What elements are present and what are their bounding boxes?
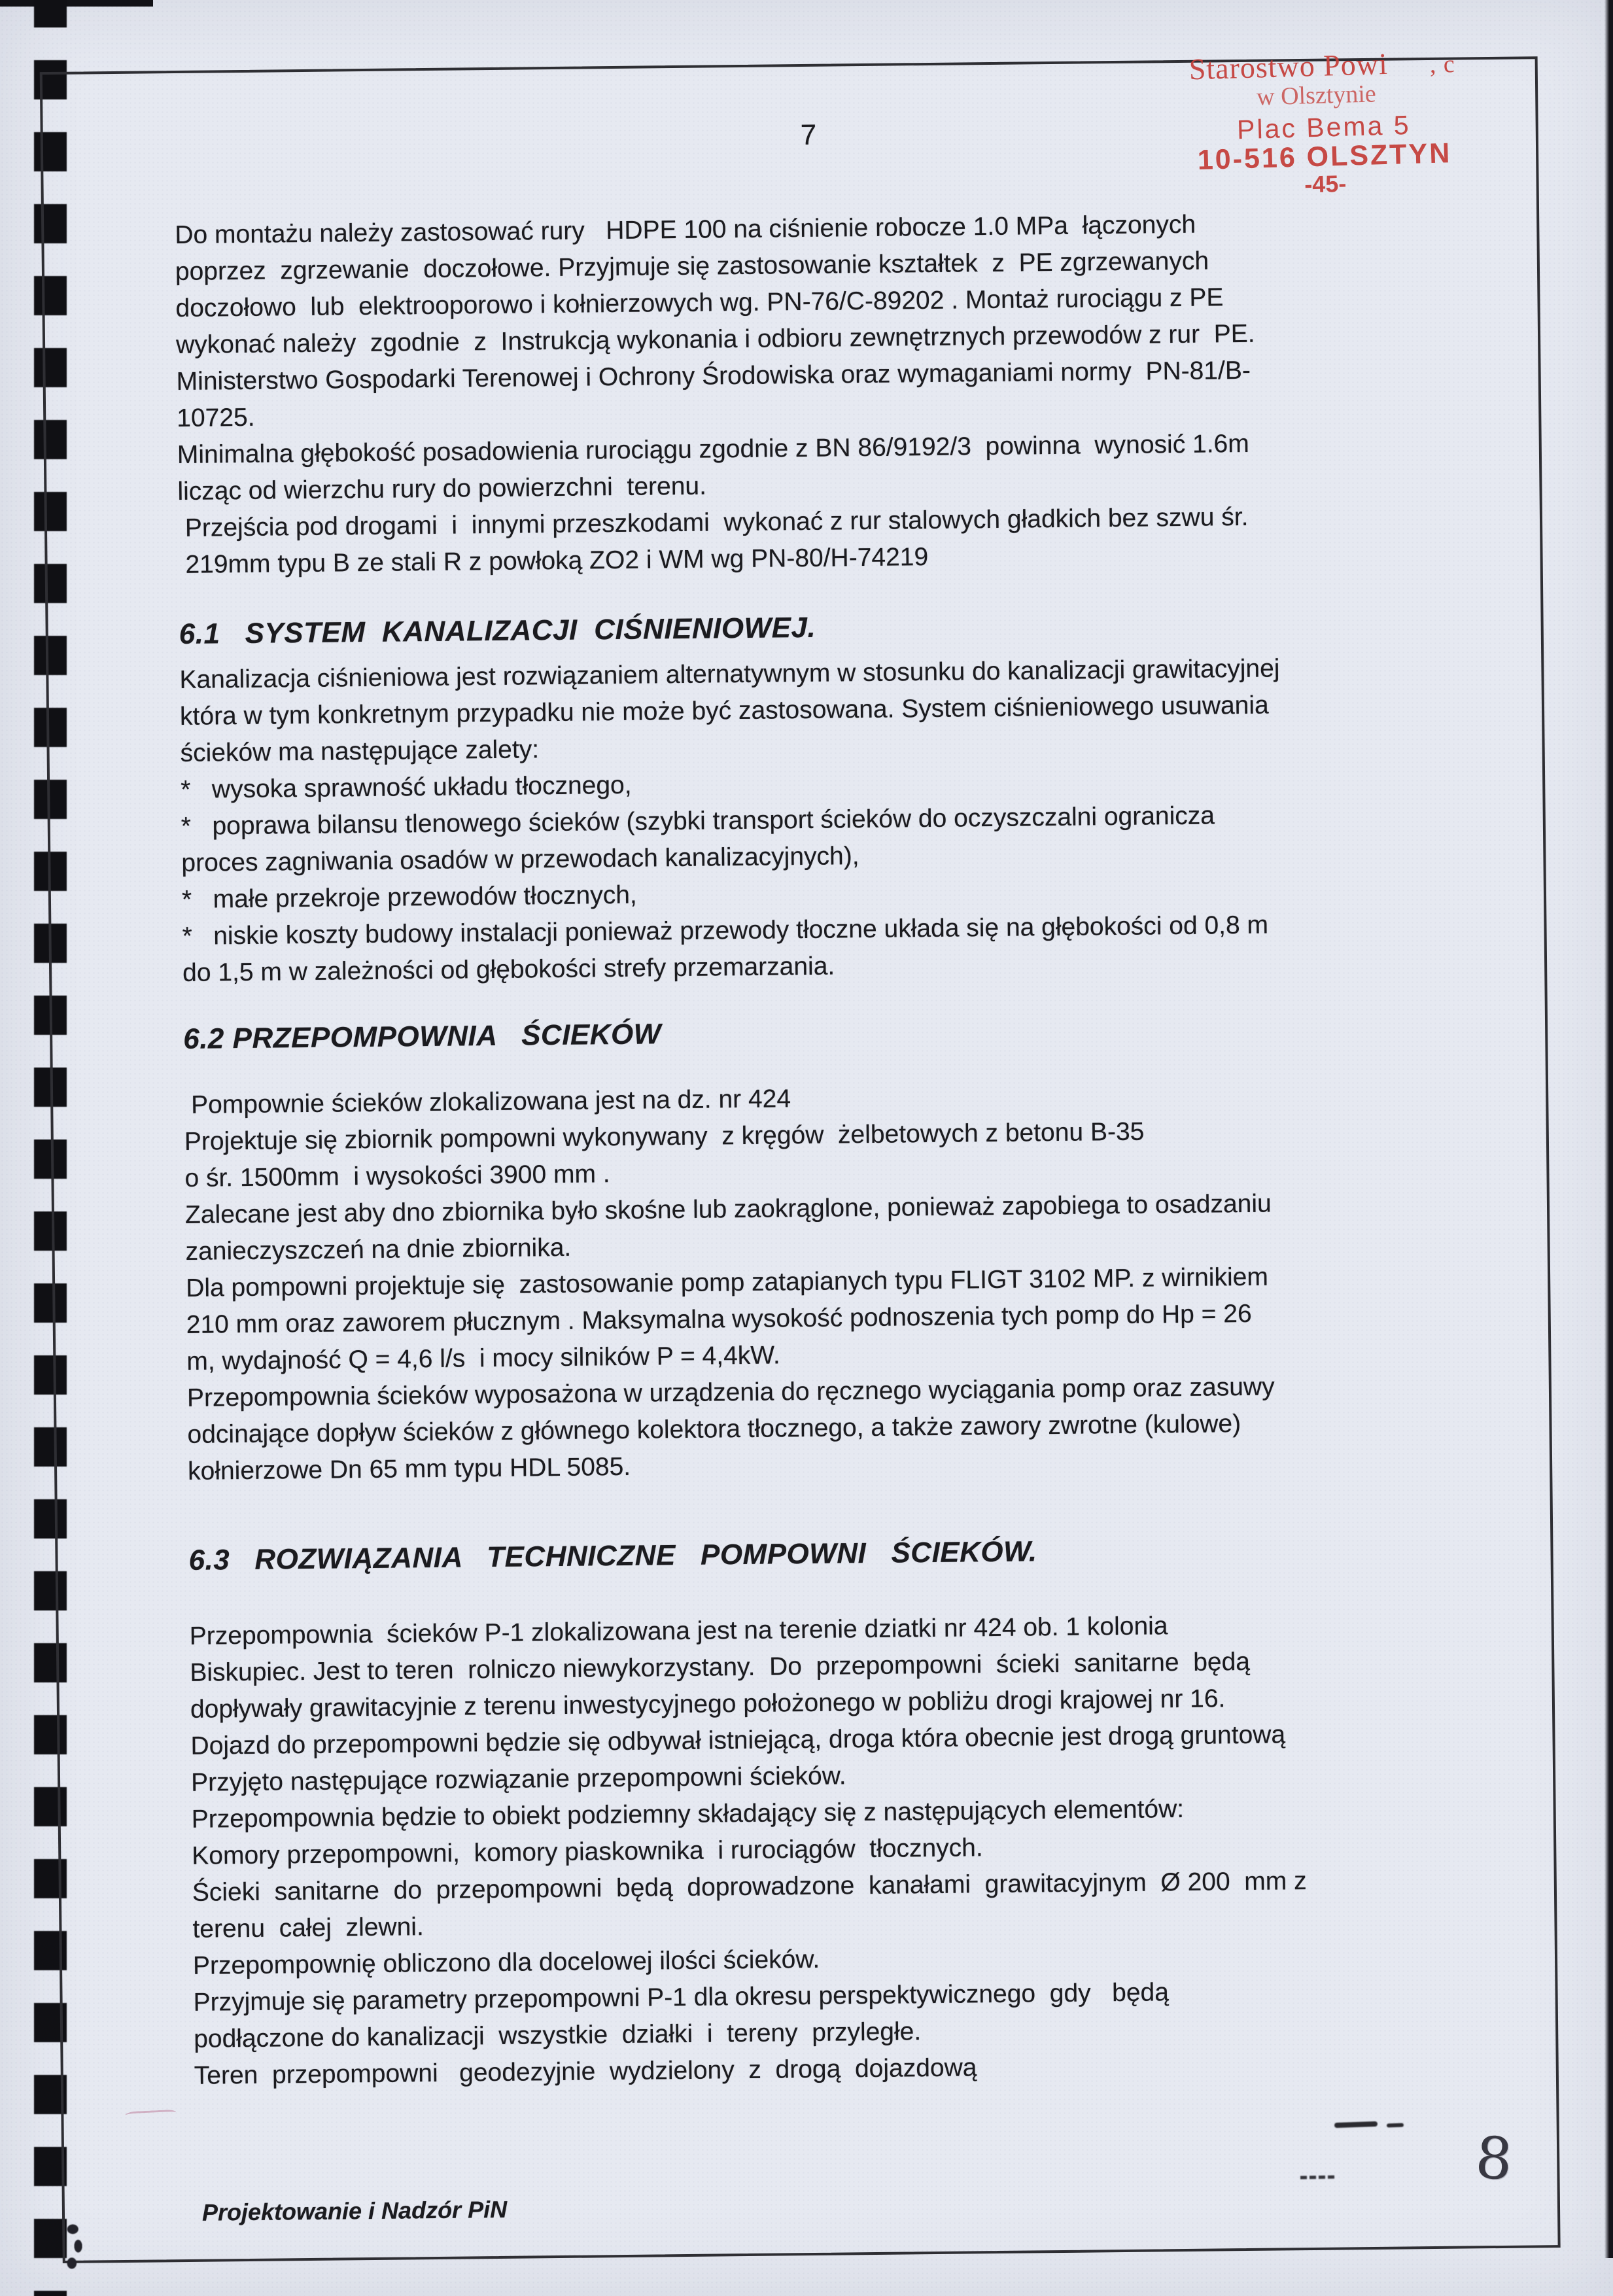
scan-artifact-top-edge — [0, 0, 153, 7]
office-stamp — [1158, 45, 1489, 202]
document-body — [175, 204, 1427, 2095]
list-system-advantages: * wysoka sprawność układu tłocznego, * poprawa bilansu tlenowego ścieków (szybki transport ścieków do oczyszczalni ogranicza proces zagniwania osadów w przewodach kanalizacyjnych), * małe przekroje przewodów tłocznych, * niskie koszty budowy instalacji ponieważ przewody tłoczne układa się na głębokości od 0,8 m do 1,5 m w zależności od głębokości strefy przemarzania. — [180, 771, 1269, 987]
stamp-line-street: Plac Bema 5 — [1236, 109, 1412, 145]
paragraph-pressure-system-intro: Kanalizacja ciśnieniowa jest rozwiązaniem alternatywnym w stosunku do kanalizacji grawitacyjnej która w tym konkretnym przypadku nie może być zastosowana. System ciśnieniowego usuwania ścieków ma następujące zalety: — [179, 654, 1280, 767]
footer-company-name: Projektowanie i Nadzór PiN — [201, 2195, 508, 2226]
ink-blot — [65, 2223, 86, 2274]
pencil-dash-mark — [1387, 2123, 1404, 2128]
paragraph-technical-solutions: Przepompownia ścieków P-1 zlokalizowana jest na terenie dziatki nr 424 ob. 1 kolonia Biskupiec. Jest to teren rolniczo niewykorzystany. Do przepompowni ścieki sanitarne będą dopływały grawitacyjnie z terenu inwestycyjnego położonego w pobliżu drogi krajowej nr 16. Dojazd do przepompowni będzie się odbywał istniejącą, droga która obecnie jest drogą gruntową Przyjęto następujące rozwiązanie przepompowni ścieków. Przepompownia będzie to obiekt podziemny składający się z następujących elementów: Komory przepompowni, komory piaskownika i rurociągów tłocznych. Ścieki sanitarne do przepompowni będą doprowadzone kanałami grawitacyjnym Ø 200 mm z terenu całej zlewni. Przepompownię obliczono dla docelowej ilości ścieków. Przyjmuje się parametry przepompowni P-1 dla okresu perspektywicznego gdy będą podłączone do kanalizacji wszystkie działki i tereny przyległe. Teren przepompowni geodezyjnie wydzielony z drogą dojazdową — [189, 1612, 1307, 2090]
paragraph-road-crossings: Przejścia pod drogami i innymi przeszkodami wykonać z rur stalowych gładkich bez szwu śr. 219mm typu B ze stali R z powłoką ZO2 i WM wg PN-80/H-74219 — [177, 502, 1249, 580]
stamp-office-name-text: Starostwo Powi — [1188, 46, 1389, 86]
page-number: 7 — [800, 118, 817, 152]
pencil-dash-mark — [1300, 2176, 1334, 2180]
heading-6-2-sewage-pumping-station: 6.2 PRZEPOMPOWNIA ŚCIEKÓW — [182, 1018, 662, 1055]
stamp-line-number: -45- — [1304, 170, 1347, 198]
stamp-line-city: w Olsztynie — [1256, 80, 1377, 111]
heading-6-3-technical-solutions: 6.3 ROZWIĄZANIA TECHNICZNE POMPOWNI ŚCIEKÓW. — [188, 1535, 1037, 1576]
paragraph-minimum-depth: Minimalna głębokość posadowienia rurociągu zgodnie z BN 86/9192/3 powinna wynosić 1.6m licząc od wierzchu rury do powierzchni terenu. — [177, 429, 1249, 506]
heading-6-1-pressure-sewage-system: 6.1 SYSTEM KANALIZACJI CIŚNIENIOWEJ. — [179, 611, 816, 651]
stamp-line-postal-city: 10-516 OLSZTYN — [1197, 137, 1452, 176]
stamp-smudge-fragment: , c — [1429, 50, 1456, 79]
paragraph-pipe-installation: Do montażu należy zastosować rury HDPE 100 na ciśnienie robocze 1.0 MPa łączonych poprzez zgrzewanie doczołowe. Przyjmuje się zastosowanie kształtek z PE zgrzewanych doczołowo lub elektrooporowo i kołnierzowych wg. PN-76/C-89202 . Montaż rurociągu z PE wykonać należy zgodnie z Instrukcją wykonania i odbioru zewnętrznych przewodów z rur PE. Ministerstwo Gospodarki Terenowej i Ochrony Środowiska oraz wymaganiami normy PN-81/B- 10725. — [175, 210, 1255, 433]
handwritten-page-number: 8 — [1473, 2123, 1515, 2193]
paragraph-pumping-station-details: Pompownie ścieków zlokalizowana jest na dz. nr 424 Projektuje się zbiornik pompowni wykonywany z kręgów żelbetowych z betonu B-35 o śr. 1500mm i wysokości 3900 mm . Zalecane jest aby dno zbiornika było skośne lub zaokrąglone, ponieważ zapobiega to osadzaniu zanieczyszczeń na dnie zbiornika. Dla pompowni projektuje się zastosowanie pomp zatapianych typu FLIGT 3102 MP. z wirnikiem 210 mm oraz zaworem płucznym . Maksymalna wysokość podnoszenia tych pomp do Hp = 26 m, wydajność Q = 4,6 l/s i mocy silników P = 4,4kW. Przepompownia ścieków wyposażona w urządzenia do ręcznego wyciągania pomp oraz zasuwy odcinające dopływ ścieków z głównego kolektora tłocznego, a także zawory zwrotne (kulowe) kołnierzowe Dn 65 mm typu HDL 5085. — [184, 1085, 1275, 1486]
